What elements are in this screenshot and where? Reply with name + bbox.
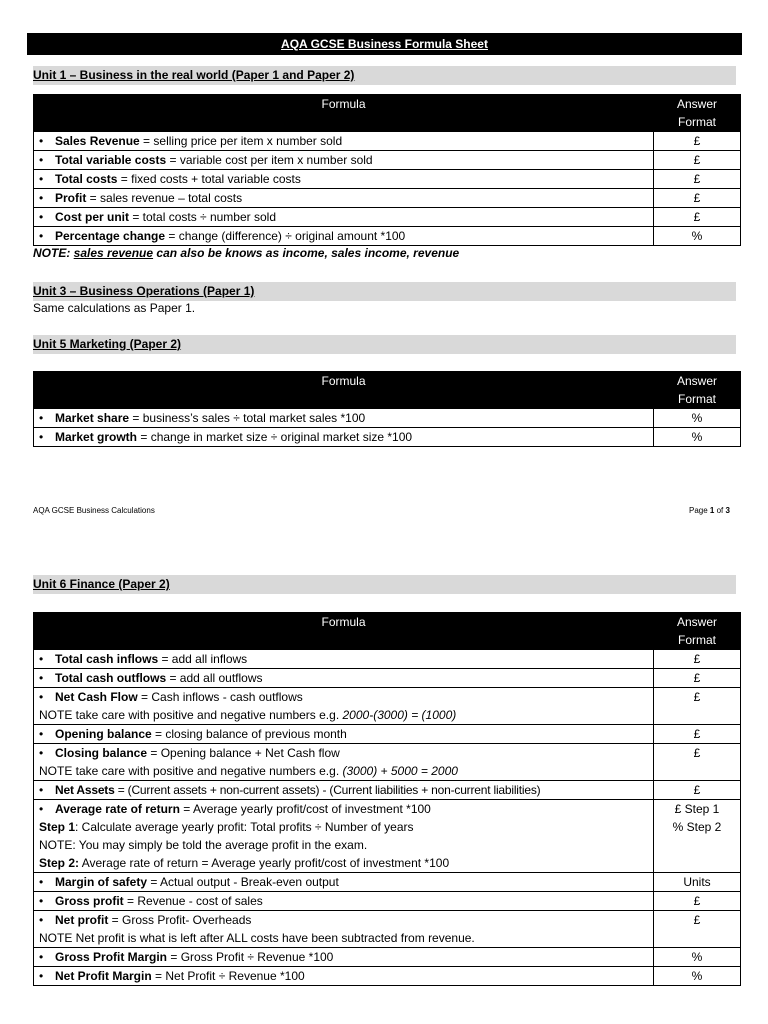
formula-term: Net Cash Flow (55, 690, 138, 704)
answer-cell: £ (654, 725, 741, 744)
answer-cell: % (654, 948, 741, 967)
answer-header-line2: Format (677, 115, 716, 129)
page-total: 3 (725, 506, 730, 515)
answer-cell: £ (654, 151, 741, 170)
formula-cell: • Gross profit = Revenue - cost of sales (34, 892, 654, 911)
formula-cell: • Gross Profit Margin = Gross Profit ÷ Revenue *100 (34, 948, 654, 967)
table-row (34, 170, 741, 189)
formula-cell: • Sales Revenue = selling price per item x number sold (34, 132, 654, 151)
formula-definition: = Opening balance + Net Cash flow (147, 746, 340, 760)
unit1-formula-table (33, 94, 741, 246)
formula-term: Sales Revenue (55, 134, 140, 148)
formula-definition: = business’s sales ÷ total market sales *100 (129, 411, 366, 425)
note-prefix: NOTE: (33, 246, 74, 260)
formula-term: Gross Profit Margin (55, 950, 168, 964)
table-header-row (34, 613, 741, 650)
unit5-formula-table (33, 371, 741, 447)
table-row (34, 744, 741, 781)
answer-cell: % (654, 409, 741, 428)
answer-cell: £ (654, 892, 741, 911)
page-current: 1 (709, 506, 715, 515)
table-row (34, 688, 741, 725)
formula-cell: • Profit = sales revenue – total costs (34, 189, 654, 208)
table-header-row (34, 372, 741, 409)
formula-definition: = Average yearly profit/cost of investment *100 (179, 802, 431, 816)
page-prefix: Page (689, 506, 710, 515)
formula-definition: = (Current assets + non-current assets) - (Current liabilities + non-current liabilities) (114, 783, 541, 797)
formula-note: NOTE Net profit is what is left after ALL costs have been subtracted from revenue. (39, 931, 475, 945)
formula-cell: • Total costs = fixed costs + total variable costs (34, 170, 654, 189)
formula-term: Percentage change (55, 229, 166, 243)
step1-text: : Calculate average yearly profit: Total profits ÷ Number of years (75, 820, 414, 834)
unit3-heading (33, 282, 736, 301)
answer-format-header (654, 95, 741, 132)
page-of: of (714, 506, 726, 515)
answer-cell: £ (654, 744, 741, 781)
formula-cell: • Net profit = Gross Profit- Overheads NOTE Net profit is what is left after ALL costs have been subtracted from revenue. (34, 911, 654, 948)
formula-definition: = variable cost per item x number sold (166, 153, 373, 167)
formula-term: Total cash inflows (55, 652, 159, 666)
table-row (34, 189, 741, 208)
formula-cell: • Total cash outflows = add all outflows (34, 669, 654, 688)
answer-step2: % Step 2 (672, 820, 722, 834)
table-row (34, 132, 741, 151)
answer-header-line1: Answer (676, 615, 717, 629)
table-row (34, 967, 741, 986)
sales-revenue-note (33, 246, 459, 260)
formula-cell: • Market growth = change in market size ÷ original market size *100 (34, 428, 654, 447)
formula-cell: • Total cash inflows = add all inflows (34, 650, 654, 669)
answer-cell: £ (654, 688, 741, 725)
formula-term: Margin of safety (55, 875, 148, 889)
formula-term: Gross profit (55, 894, 124, 908)
unit1-heading-text: Unit 1 – Business in the real world (Paper 1 and Paper 2) (33, 68, 355, 82)
formula-definition: = Actual output - Break-even output (147, 875, 339, 889)
formula-cell: • Total variable costs = variable cost per item x number sold (34, 151, 654, 170)
formula-term: Total cash outflows (55, 671, 167, 685)
answer-cell: % (654, 428, 741, 447)
table-row (34, 725, 741, 744)
table-row (34, 892, 741, 911)
step2-text: Average rate of return = Average yearly profit/cost of investment *100 (79, 856, 450, 870)
page-title: AQA GCSE Business Formula Sheet (27, 33, 742, 55)
formula-term: Net Assets (55, 783, 115, 797)
table-row (34, 948, 741, 967)
formula-note: NOTE take care with positive and negative numbers e.g. (39, 708, 343, 722)
table-row (34, 428, 741, 447)
formula-cell: • Net Assets = (Current assets + non-current assets) - (Current liabilities + non-current liabilities) (34, 781, 654, 800)
formula-term: Market growth (55, 430, 138, 444)
formula-definition: = closing balance of previous month (151, 727, 347, 741)
unit3-heading-text: Unit 3 – Business Operations (Paper 1) (33, 284, 255, 298)
answer-cell: % (654, 967, 741, 986)
formula-cell: • Net Cash Flow = Cash inflows - cash outflows NOTE take care with positive and negative numbers e.g. 2000-(3000) = (1000) (34, 688, 654, 725)
formula-header: Formula (34, 613, 654, 650)
note-underlined-term: sales revenue (73, 246, 154, 260)
formula-cell: • Margin of safety = Actual output - Break-even output (34, 873, 654, 892)
formula-note-example: (3000) + 5000 = 2000 (342, 764, 458, 778)
footer-page-number (689, 506, 730, 515)
unit5-heading-text: Unit 5 Marketing (Paper 2) (33, 337, 182, 351)
answer-header-line2: Format (677, 633, 716, 647)
step1-label: Step 1 (39, 820, 76, 834)
formula-definition: = Gross Profit- Overheads (108, 913, 252, 927)
formula-term: Total costs (55, 172, 118, 186)
answer-cell: £ (654, 170, 741, 189)
formula-cell: • Average rate of return = Average yearly profit/cost of investment *100 Step 1: Calculate average yearly profit: Total profits ÷ Number of years NOTE: You may simply be told the average profit in the exam. Step 2: Average rate of return = Average yearly profit/cost of investment *100 (34, 800, 654, 873)
answer-cell: % (654, 227, 741, 246)
unit6-heading-text: Unit 6 Finance (Paper 2) (33, 577, 170, 591)
answer-cell: £ (654, 781, 741, 800)
answer-cell: £ (654, 132, 741, 151)
formula-definition: = change (difference) ÷ original amount *100 (165, 229, 406, 243)
formula-definition: = sales revenue – total costs (86, 191, 243, 205)
table-header-row (34, 95, 741, 132)
formula-cell: • Percentage change = change (difference) ÷ original amount *100 (34, 227, 654, 246)
formula-definition: = fixed costs + total variable costs (117, 172, 301, 186)
formula-cell: • Cost per unit = total costs ÷ number sold (34, 208, 654, 227)
answer-cell: £ (654, 189, 741, 208)
answer-header-line2: Format (677, 392, 716, 406)
formula-note: NOTE: You may simply be told the average profit in the exam. (39, 838, 368, 852)
formula-cell: • Net Profit Margin = Net Profit ÷ Revenue *100 (34, 967, 654, 986)
formula-cell: • Opening balance = closing balance of previous month (34, 725, 654, 744)
formula-cell: • Market share = business’s sales ÷ total market sales *100 (34, 409, 654, 428)
formula-term: Cost per unit (55, 210, 129, 224)
answer-header-line1: Answer (676, 97, 717, 111)
formula-term: Average rate of return (55, 802, 180, 816)
table-row (34, 800, 741, 873)
table-row (34, 650, 741, 669)
table-row (34, 227, 741, 246)
formula-term: Market share (55, 411, 130, 425)
table-row (34, 781, 741, 800)
note-suffix: can also be knows as income, sales income, revenue (153, 246, 460, 260)
unit3-text: Same calculations as Paper 1. (33, 301, 196, 315)
formula-definition: = change in market size ÷ original market size *100 (137, 430, 413, 444)
answer-step1: £ Step 1 (674, 802, 720, 816)
unit5-heading (33, 335, 736, 354)
formula-term: Total variable costs (55, 153, 167, 167)
unit1-heading (33, 66, 736, 85)
formula-definition: = Gross Profit ÷ Revenue *100 (167, 950, 334, 964)
unit6-heading (33, 575, 736, 594)
formula-definition: = Net Profit ÷ Revenue *100 (151, 969, 305, 983)
table-row (34, 208, 741, 227)
formula-term: Net profit (55, 913, 109, 927)
formula-term: Closing balance (55, 746, 148, 760)
formula-definition: = Cash inflows - cash outflows (137, 690, 303, 704)
formula-definition: = Revenue - cost of sales (123, 894, 263, 908)
step2-label: Step 2: (39, 856, 80, 870)
formula-cell: • Closing balance = Opening balance + Net Cash flow NOTE take care with positive and negative numbers e.g. (3000) + 5000 = 2000 (34, 744, 654, 781)
formula-note-example: 2000-(3000) = (1000) (342, 708, 457, 722)
answer-format-header (654, 372, 741, 409)
formula-header: Formula (34, 372, 654, 409)
formula-definition: = add all outflows (166, 671, 263, 685)
unit6-formula-table (33, 612, 741, 986)
formula-header: Formula (34, 95, 654, 132)
formula-term: Opening balance (55, 727, 152, 741)
answer-cell: £ (654, 650, 741, 669)
answer-header-line1: Answer (676, 374, 717, 388)
table-row (34, 873, 741, 892)
answer-cell: £ (654, 911, 741, 948)
formula-definition: = total costs ÷ number sold (129, 210, 276, 224)
footer-doc-name: AQA GCSE Business Calculations (33, 506, 155, 515)
formula-term: Profit (55, 191, 87, 205)
answer-cell: £ (654, 208, 741, 227)
table-row (34, 669, 741, 688)
formula-term: Net Profit Margin (55, 969, 152, 983)
formula-definition: = add all inflows (158, 652, 248, 666)
answer-cell (654, 800, 741, 873)
answer-format-header (654, 613, 741, 650)
formula-note: NOTE take care with positive and negative numbers e.g. (39, 764, 343, 778)
formula-definition: = selling price per item x number sold (139, 134, 343, 148)
table-row (34, 911, 741, 948)
answer-cell: £ (654, 669, 741, 688)
answer-cell: Units (654, 873, 741, 892)
table-row (34, 151, 741, 170)
table-row (34, 409, 741, 428)
